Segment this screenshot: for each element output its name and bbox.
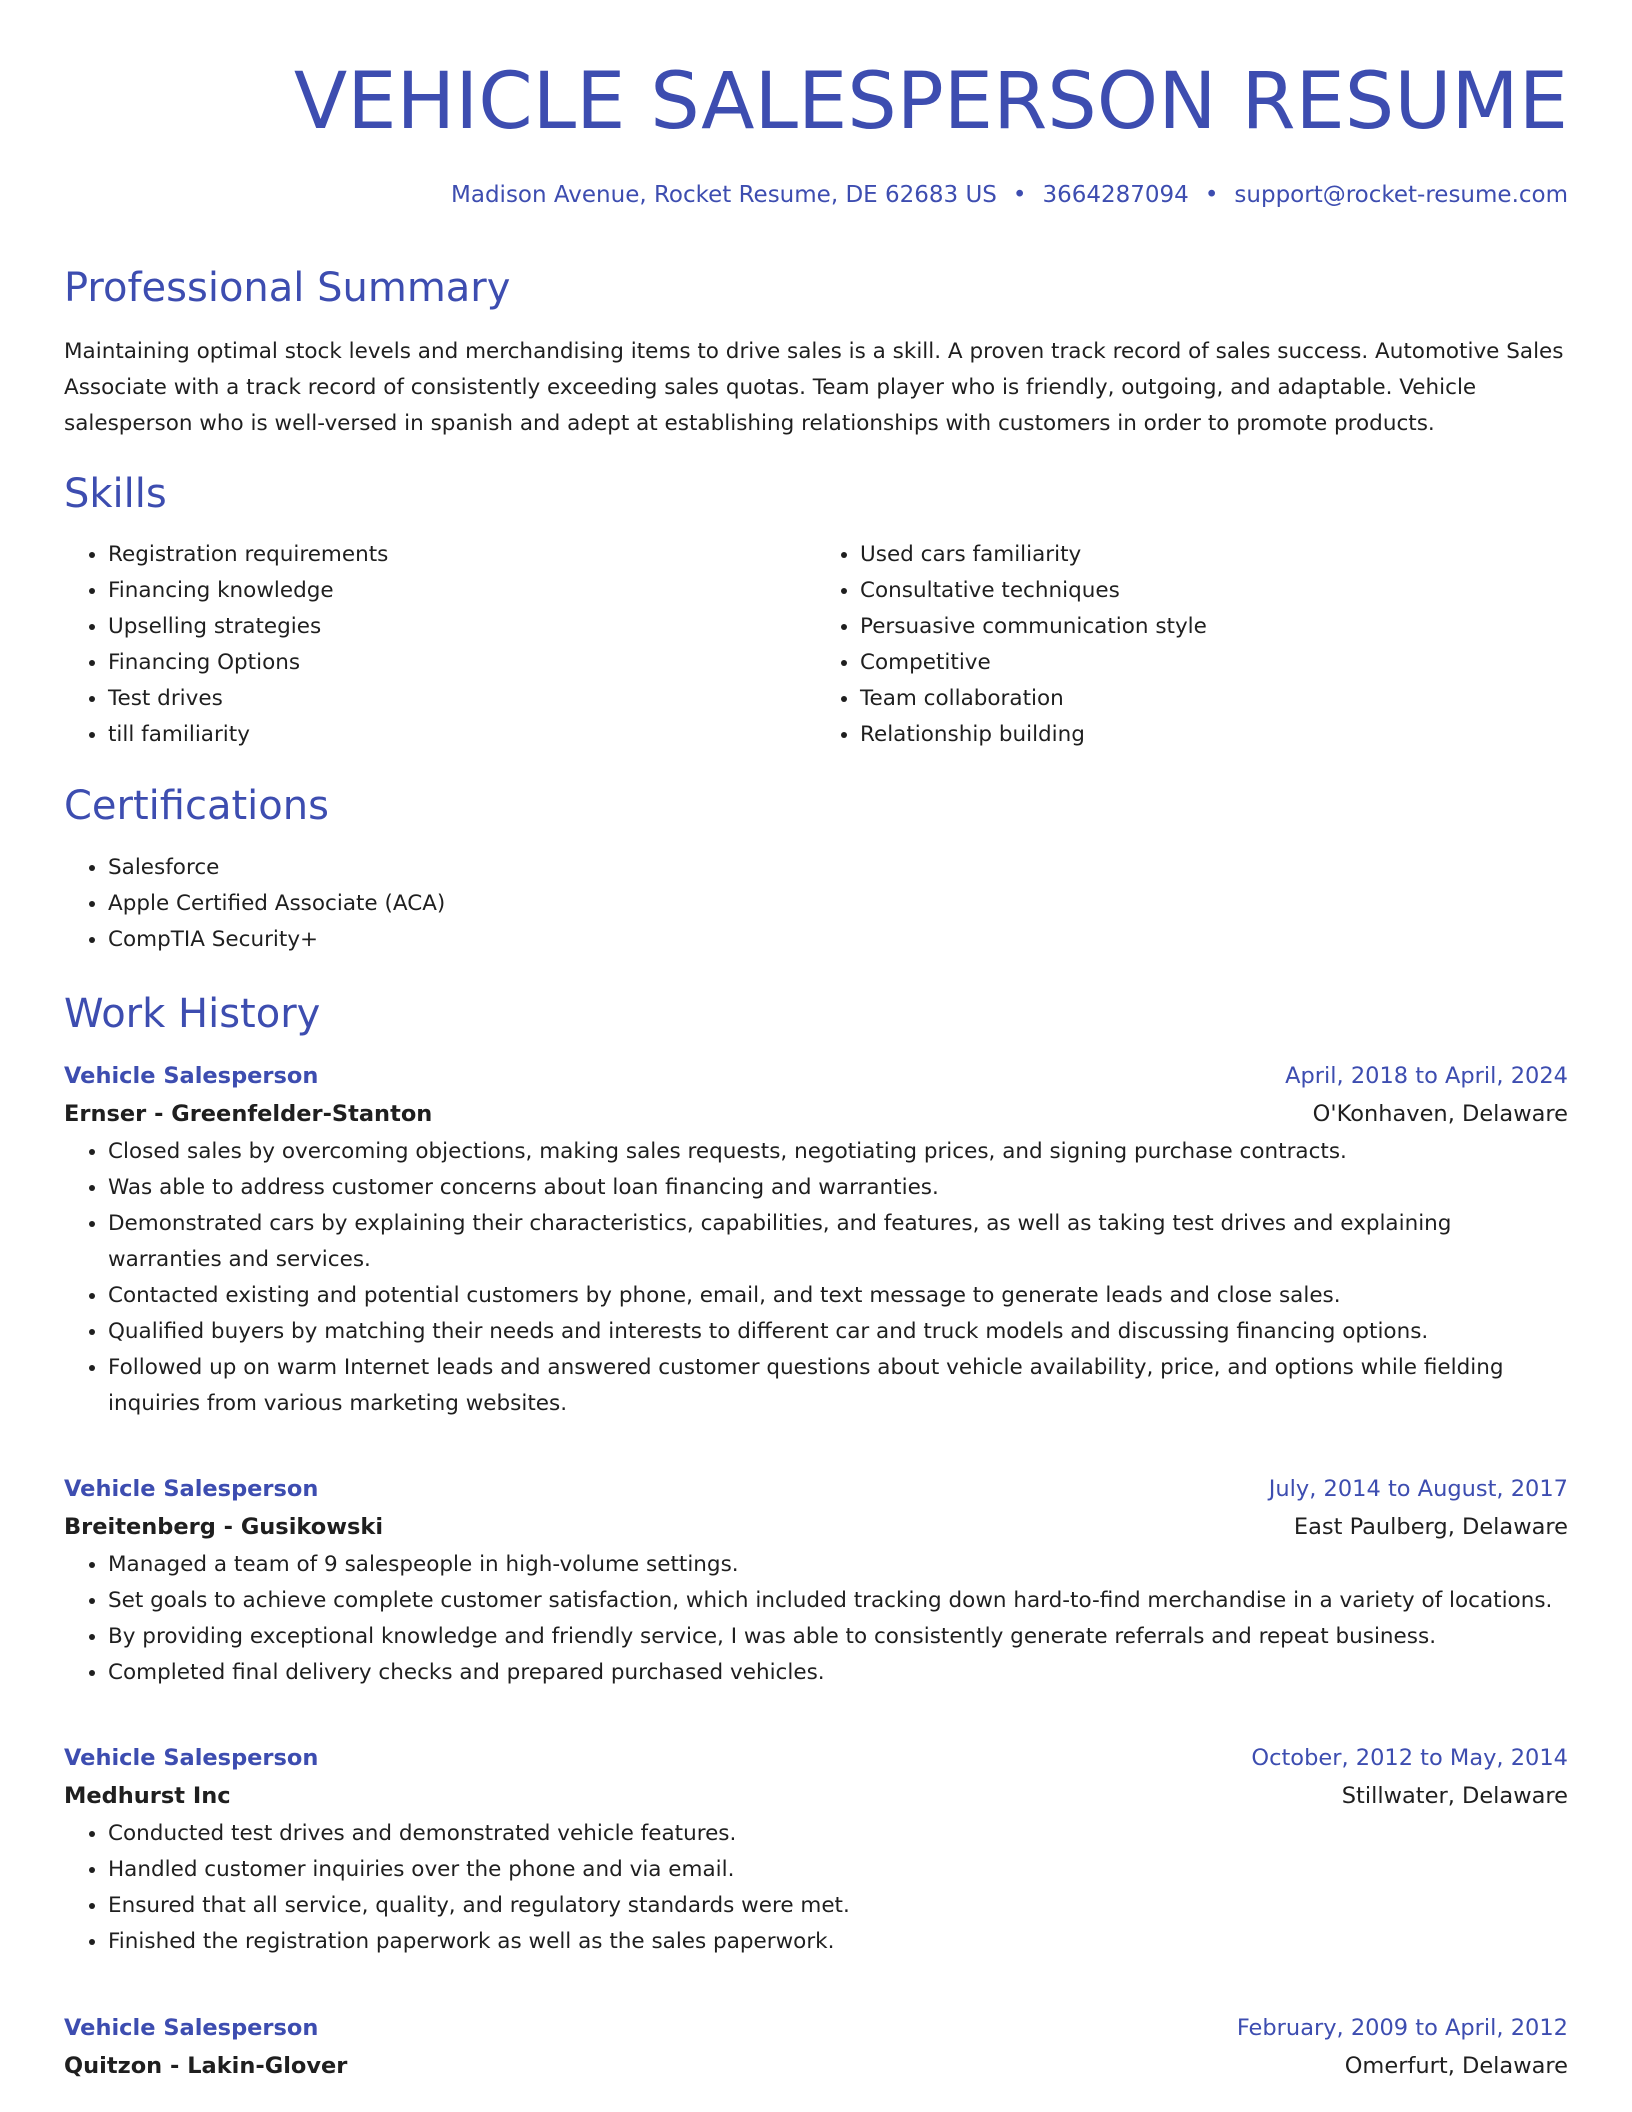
job-dates: October, 2012 to May, 2014 — [1251, 1745, 1568, 1771]
certification-item: • Salesforce — [108, 850, 1612, 886]
job-header — [64, 1471, 1568, 1547]
certifications-list — [64, 850, 1612, 958]
skill-item: • Relationship building — [860, 717, 1568, 753]
job-dates: April, 2018 to April, 2024 — [1285, 1063, 1568, 1089]
job-entry — [64, 1058, 1568, 1422]
job-location: Omerfurt, Delaware — [1344, 2053, 1568, 2079]
job-bullet: • Demonstrated cars by explaining their characteristics, capabilities, and features, as well as taking test drives and explaining warranties and services. — [108, 1206, 1568, 1278]
job-company: Breitenberg - Gusikowski — [64, 1514, 384, 1540]
job-bullet: • Handled customer inquiries over the phone and via email. — [108, 1852, 1568, 1888]
contact-email[interactable]: support@rocket-resume.com — [1234, 182, 1568, 208]
job-location: East Paulberg, Delaware — [1293, 1514, 1568, 1540]
job-bullets — [64, 1816, 1568, 1960]
job-title: Vehicle Salesperson — [64, 1476, 319, 1502]
job-bullet: • Conducted test drives and demonstrated vehicle features. — [108, 1816, 1568, 1852]
job-bullet: • Followed up on warm Internet leads and answered customer questions about vehicle availability, price, and options while fielding inquiries from various marketing websites. — [108, 1350, 1568, 1422]
job-header — [64, 1740, 1568, 1816]
skills-heading: Skills — [64, 471, 167, 517]
skill-item: • till familiarity — [108, 717, 816, 753]
job-bullet: • Was able to address customer concerns about loan financing and warranties. — [108, 1170, 1568, 1206]
skills-columns — [64, 537, 1568, 753]
skill-item: • Registration requirements — [108, 537, 816, 573]
skills-list-left — [64, 537, 816, 753]
skill-item: • Used cars familiarity — [860, 537, 1568, 573]
skill-item: • Competitive — [860, 645, 1568, 681]
job-bullet: • Finished the registration paperwork as well as the sales paperwork. — [108, 1924, 1568, 1960]
job-entry — [64, 1740, 1568, 1960]
certification-item: • CompTIA Security+ — [108, 922, 1612, 958]
skill-item: • Test drives — [108, 681, 816, 717]
skill-item: • Persuasive communication style — [860, 609, 1568, 645]
job-bullet: • Set goals to achieve complete customer satisfaction, which included tracking down hard-to-find merchandise in a variety of locations. — [108, 1583, 1568, 1619]
job-bullet: • By providing exceptional knowledge and friendly service, I was able to consistently generate referrals and repeat business. — [108, 1619, 1568, 1655]
job-bullet: • Closed sales by overcoming objections, making sales requests, negotiating prices, and signing purchase contracts. — [108, 1134, 1568, 1170]
job-bullets — [64, 1134, 1568, 1422]
resume-title: VEHICLE SALESPERSON RESUME — [293, 57, 1568, 147]
job-company: Medhurst Inc — [64, 1783, 231, 1809]
skill-item: • Team collaboration — [860, 681, 1568, 717]
job-bullet: • Qualified buyers by matching their needs and interests to different car and truck models and discussing financing options. — [108, 1314, 1568, 1350]
contact-line — [451, 180, 1568, 210]
certifications-heading: Certifications — [64, 783, 329, 829]
certification-item: • Apple Certified Associate (ACA) — [108, 886, 1612, 922]
skill-item: • Upselling strategies — [108, 609, 816, 645]
job-company: Ernser - Greenfelder-Stanton — [64, 1101, 433, 1127]
job-dates: February, 2009 to April, 2012 — [1236, 2015, 1568, 2041]
contact-separator: • — [1204, 182, 1219, 208]
job-bullet: • Contacted existing and potential customers by phone, email, and text message to generate leads and close sales. — [108, 1278, 1568, 1314]
contact-separator: • — [1012, 182, 1027, 208]
job-company: Quitzon - Lakin-Glover — [64, 2053, 348, 2079]
skills-list-right — [816, 537, 1568, 753]
job-location: O'Konhaven, Delaware — [1312, 1101, 1568, 1127]
job-title: Vehicle Salesperson — [64, 2015, 319, 2041]
job-title: Vehicle Salesperson — [64, 1063, 319, 1089]
job-location: Stillwater, Delaware — [1341, 1783, 1568, 1809]
work-history-heading: Work History — [64, 991, 321, 1037]
job-bullet: • Completed final delivery checks and prepared purchased vehicles. — [108, 1655, 1568, 1691]
job-entry — [64, 1471, 1568, 1691]
summary-heading: Professional Summary — [64, 265, 511, 311]
skill-item: • Financing knowledge — [108, 573, 816, 609]
skill-item: • Consultative techniques — [860, 573, 1568, 609]
job-title: Vehicle Salesperson — [64, 1745, 319, 1771]
job-entry — [64, 2010, 1568, 2086]
job-header — [64, 2010, 1568, 2086]
job-dates: July, 2014 to August, 2017 — [1268, 1476, 1568, 1502]
contact-address: Madison Avenue, Rocket Resume, DE 62683 US — [451, 182, 997, 208]
skill-item: • Financing Options — [108, 645, 816, 681]
resume-header — [64, 0, 1568, 208]
job-bullet: • Managed a team of 9 salespeople in high-volume settings. — [108, 1547, 1568, 1583]
summary-text: Maintaining optimal stock levels and merchandising items to drive sales is a skill. A proven track record of sales success. Automotive Sales Associate with a track record of consistently exceeding sales quotas. Team player who is friendly, outgoing, and adaptable. Vehicle salesperson who is well-versed in spanish and adept at establishing relationships with customers in order to promote products. — [64, 339, 1564, 436]
job-bullet: • Ensured that all service, quality, and regulatory standards were met. — [108, 1888, 1568, 1924]
contact-phone: 3664287094 — [1042, 182, 1189, 208]
job-bullets — [64, 1547, 1568, 1691]
job-header — [64, 1058, 1568, 1134]
